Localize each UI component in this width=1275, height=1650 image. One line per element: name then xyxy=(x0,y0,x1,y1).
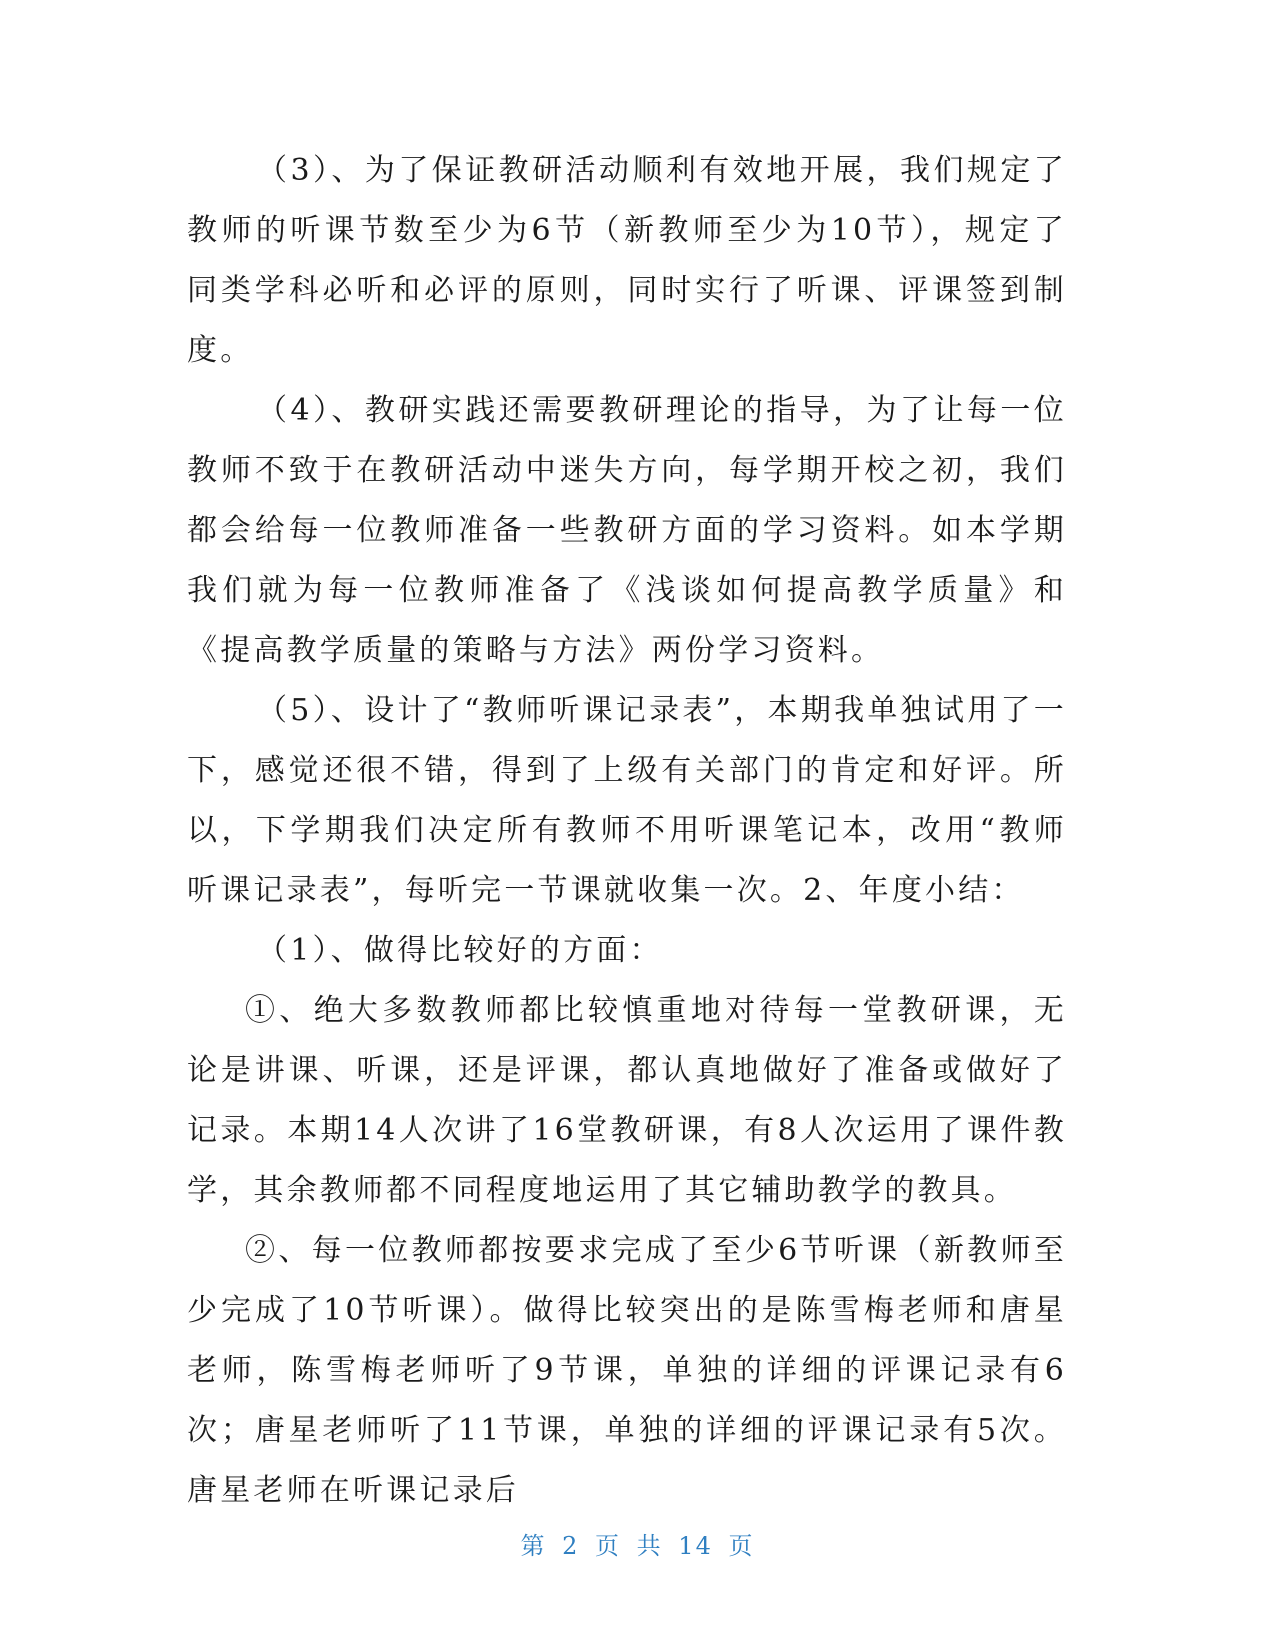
paragraph-item-2: ②、每一位教师都按要求完成了至少6节听课（新教师至少完成了10节听课）。做得比较突出的是陈雪梅老师和唐星老师，陈雪梅老师听了9节课，单独的详细的评课记录有6次；唐星老师听了11节课，单独的详细的评课记录有5次。唐星老师在听课记录后 xyxy=(187,1233,1067,1508)
paragraph-3: （3）、为了保证教研活动顺利有效地开展，我们规定了教师的听课节数至少为6节（新教师至少为10节），规定了同类学科必听和必评的原则，同时实行了听课、评课签到制度。 xyxy=(187,153,1067,368)
page-number-footer: 第 2 页 共 14 页 xyxy=(520,1532,755,1560)
paragraph-5: （5）、设计了“教师听课记录表”，本期我单独试用了一下，感觉还很不错，得到了上级有关部门的肯定和好评。所以，下学期我们决定所有教师不用听课笔记本，改用“教师听课记录表”，每听完一节课就收集一次。2、年度小结： xyxy=(187,693,1067,908)
paragraph-4: （4）、教研实践还需要教研理论的指导，为了让每一位教师不致于在教研活动中迷失方向，每学期开校之初，我们都会给每一位教师准备一些教研方面的学习资料。如本学期我们就为每一位教师准备了《浅谈如何提高教学质量》和《提高教学质量的策略与方法》两份学习资料。 xyxy=(187,393,1067,668)
document-body xyxy=(187,141,1067,1521)
paragraph-item-1: ①、绝大多数教师都比较慎重地对待每一堂教研课，无论是讲课、听课，还是评课，都认真地做好了准备或做好了记录。本期14人次讲了16堂教研课，有8人次运用了课件教学，其余教师都不同程度地运用了其它辅助教学的教具。 xyxy=(187,993,1067,1208)
subheading-good-aspects: （1）、做得比较好的方面： xyxy=(257,933,663,968)
